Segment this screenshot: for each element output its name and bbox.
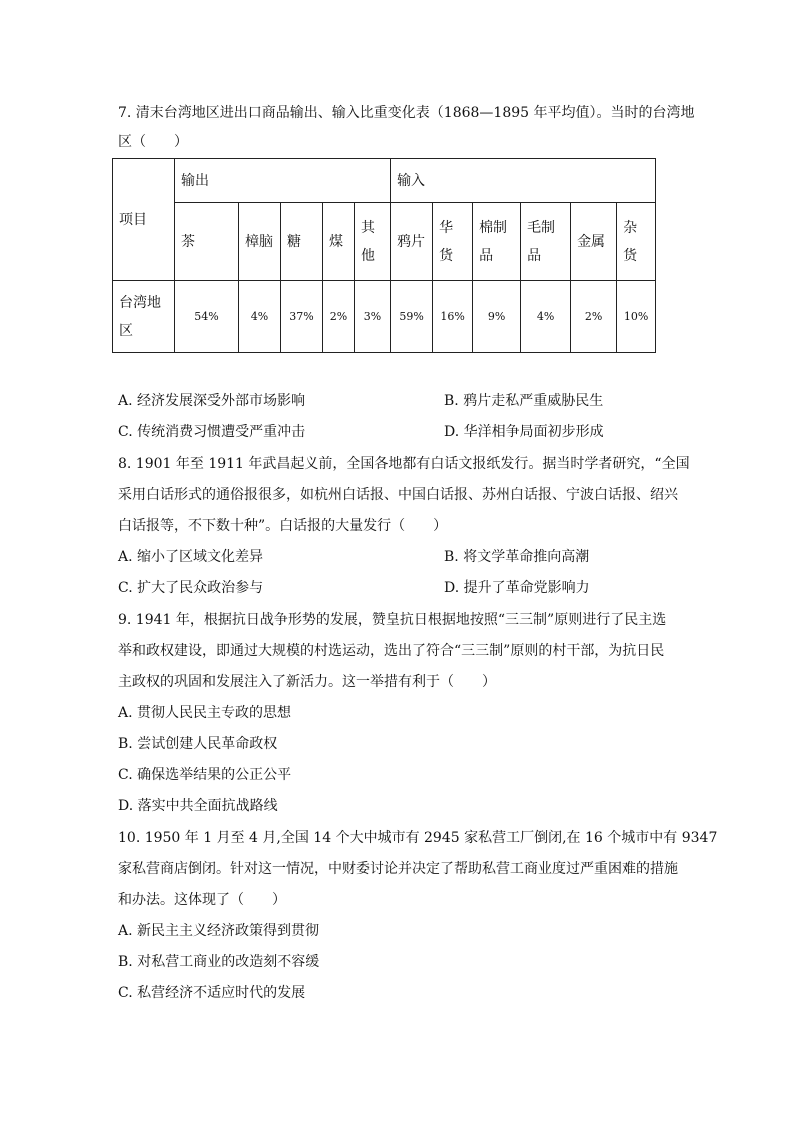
table-col-import-4: 金属 [571, 203, 617, 281]
table-row-label: 台湾地区 [113, 281, 175, 353]
table-col-export-2: 糖 [281, 203, 323, 281]
q9-option-c[interactable]: C. 确保选举结果的公正公平 [118, 767, 292, 783]
table-col-import-3: 毛制品 [521, 203, 571, 281]
q9-option-d[interactable]: D. 落实中共全面抗战路线 [118, 798, 278, 814]
q7-option-c[interactable]: C. 传统消费习惯遭受严重冲击 [118, 424, 306, 440]
table-cell-import-1: 16% [433, 281, 473, 353]
q9-option-b[interactable]: B. 尝试创建人民革命政权 [118, 736, 278, 752]
table-col-export-0: 茶 [175, 203, 239, 281]
q10-option-a[interactable]: A. 新民主主义经济政策得到贯彻 [118, 923, 320, 939]
q7-option-d[interactable]: D. 华洋相争局面初步形成 [444, 424, 604, 440]
table-cell-export-4: 3% [355, 281, 391, 353]
q9-option-a[interactable]: A. 贯彻人民民主专政的思想 [118, 705, 292, 721]
table-cell-export-0: 54% [175, 281, 239, 353]
table-cell-export-1: 4% [239, 281, 281, 353]
table-cell-import-3: 4% [521, 281, 571, 353]
table-cell-export-2: 37% [281, 281, 323, 353]
q9-stem-line2: 举和政权建设，即通过大规模的村选运动，选出了符合“三三制”原则的村干部，为抗日民 [118, 643, 665, 659]
q8-option-d[interactable]: D. 提升了革命党影响力 [444, 580, 590, 596]
table-cell-import-5: 10% [617, 281, 656, 353]
q7-stem-line2: 区（ ） [118, 134, 188, 150]
q10-stem-line2: 家私营商店倒闭。针对这一情况，中财委讨论并决定了帮助私营工商业度过严重困难的措施 [118, 861, 678, 877]
q8-option-c[interactable]: C. 扩大了民众政治参与 [118, 580, 264, 596]
q8-stem-line2: 采用白话形式的通俗报很多，如杭州白话报、中国白话报、苏州白话报、宁波白话报、绍兴 [118, 487, 678, 503]
q8-option-b[interactable]: B. 将文学革命推向高潮 [444, 549, 590, 565]
table-header-export: 输出 [175, 159, 391, 203]
q10-option-b[interactable]: B. 对私营工商业的改造刻不容缓 [118, 954, 320, 970]
q8-stem-line1: 8. 1901 年至 1911 年武昌起义前，全国各地都有白话文报纸发行。据当时学者研究，“全国 [118, 456, 690, 472]
q7-option-a[interactable]: A. 经济发展深受外部市场影响 [118, 393, 306, 409]
q7-table [112, 158, 656, 353]
table-col-import-2: 棉制品 [473, 203, 521, 281]
table-col-import-5: 杂货 [617, 203, 656, 281]
table-header-import: 输入 [391, 159, 656, 203]
q7-stem-line1: 7. 清末台湾地区进出口商品输出、输入比重变化表（1868—1895 年平均值）。当时的台湾地 [118, 105, 695, 121]
table-header-item: 项目 [113, 159, 175, 281]
q8-stem-line3: 白话报等，不下数十种”。白话报的大量发行（ ） [118, 518, 448, 534]
table-cell-import-0: 59% [391, 281, 433, 353]
q9-stem-line3: 主政权的巩固和发展注入了新活力。这一举措有利于（ ） [118, 674, 496, 690]
q10-stem-line3: 和办法。这体现了（ ） [118, 892, 286, 908]
table-col-import-1: 华货 [433, 203, 473, 281]
table-cell-import-2: 9% [473, 281, 521, 353]
table-col-export-3: 煤 [323, 203, 355, 281]
table-col-export-4: 其他 [355, 203, 391, 281]
q8-option-a[interactable]: A. 缩小了区域文化差异 [118, 549, 264, 565]
q9-stem-line1: 9. 1941 年，根据抗日战争形势的发展，赞皇抗日根据地按照“三三制”原则进行了民主选 [118, 612, 667, 628]
q7-option-b[interactable]: B. 鸦片走私严重威胁民生 [444, 393, 604, 409]
table-col-import-0: 鸦片 [391, 203, 433, 281]
q10-option-c[interactable]: C. 私营经济不适应时代的发展 [118, 985, 306, 1001]
table-cell-export-3: 2% [323, 281, 355, 353]
table-cell-import-4: 2% [571, 281, 617, 353]
table-col-export-1: 樟脑 [239, 203, 281, 281]
q10-stem-line1: 10. 1950 年 1 月至 4 月,全国 14 个大中城市有 2945 家私营工厂倒闭,在 16 个城市中有 9347 [118, 830, 718, 846]
